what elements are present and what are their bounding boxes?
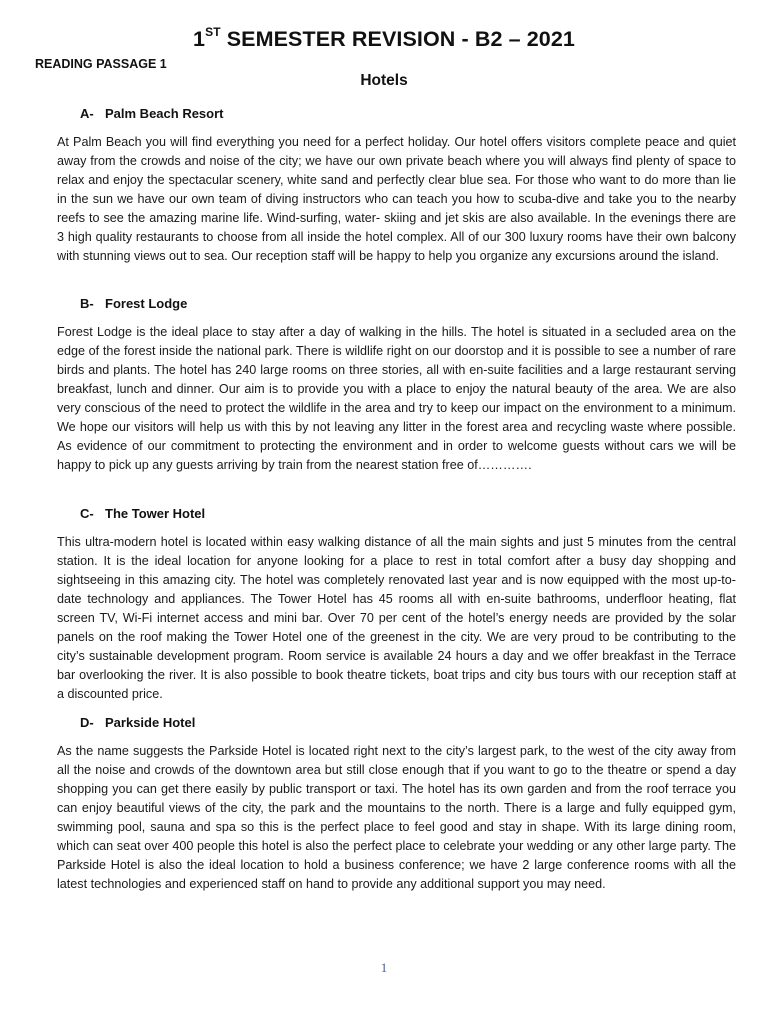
section-a-text: At Palm Beach you will find everything you need for a perfect holiday. Our hotel offers visitors complete peace and quiet away from the crowds and noise of the city; we have our own private beach where you will always find plenty of space to relax and enjoy the spectacular scenery, white sand and perfectly clear blue sea. For those who want to do more than lie in the sun we have our own team of diving instructors who can teach you how to scuba-dive and take you to the nearby reefs to see the amazing marine life. Wind-surfing, water- skiing and jet skis are also available. In the evenings there are 3 high quality restaurants to choose from all inside the hotel complex. All of our 300 luxury rooms have their own balcony with stunning views out to sea. Our reception staff will be happy to help you organize any excursions around the island. [57, 135, 736, 263]
section-d-heading [80, 715, 195, 730]
section-b-name: Forest Lodge [105, 296, 188, 311]
title-prefix: 1 [193, 27, 206, 51]
page-title [0, 24, 768, 52]
section-b-letter: B- [80, 296, 94, 311]
section-a-name: Palm Beach Resort [105, 106, 224, 121]
section-d-letter: D- [80, 715, 94, 730]
section-a-letter: A- [80, 106, 94, 121]
section-c-heading [80, 506, 205, 521]
section-b-heading [80, 296, 187, 311]
title-superscript: ST [205, 24, 221, 39]
section-c-text: This ultra-modern hotel is located within easy walking distance of all the main sights and just 5 minutes from the central station. It is the ideal location for anyone looking for a place to rest in total comfort after a busy day shopping and sightseeing in this amazing city. The hotel was completely renovated last year and is now equipped with the most up-to-date technology and appliances. The Tower Hotel has 45 rooms all with en-suite bathrooms, underfloor heating, flat screen TV, Wi-Fi internet access and mini bar. Over 70 per cent of the hotel’s energy needs are provided by the solar panels on the roof making the Tower Hotel one of the greenest in the city. We are very proud to be contributing to the city’s sustainable development program. Room service is available 24 hours a day and we offer breakfast in the Terrace bar overlooking the river. It is also possible to book theatre tickets, boat trips and city bus tours with our reception staff at a discounted price. [57, 535, 736, 701]
section-a-heading [80, 106, 224, 121]
passage-label: READING PASSAGE 1 [35, 57, 167, 71]
section-c-letter: C- [80, 506, 94, 521]
section-b-text: Forest Lodge is the ideal place to stay after a day of walking in the hills. The hotel is situated in a secluded area on the edge of the forest inside the national park. There is wildlife right on our doorstop and it is possible to see a number of rare birds and plants. The hotel has 240 large rooms on three stories, all with en-suite facilities and a large restaurant serving breakfast, lunch and dinner. Our aim is to provide you with a place to enjoy the natural beauty of the area. We are also very conscious of the need to protect the wildlife in the area and try to keep our impact on the environment to a minimum. We hope our visitors will help us with this by not leaving any litter in the forest area and recycling waste where possible. As evidence of our commitment to protecting the environment and in order to welcome guests without cars we will be happy to pick up any guests arriving by train from the nearest station free of…………. [57, 325, 736, 472]
section-d-name: Parkside Hotel [105, 715, 196, 730]
passage-subtitle: Hotels [360, 72, 408, 89]
section-c-name: The Tower Hotel [105, 506, 206, 521]
title-rest: SEMESTER REVISION - B2 – 2021 [220, 27, 575, 51]
page-number: 1 [380, 960, 388, 975]
section-d-text: As the name suggests the Parkside Hotel is located right next to the city’s largest park, to the west of the city away from all the noise and crowds of the downtown area but still close enough that if you want to go to the theatre or spend a day shopping you can get there easily by public transport or taxi. The hotel has its own garden and from the roof terrace you can enjoy beautiful views of the city, the park and the mountains to the north. There is a large and fully equipped gym, swimming pool, sauna and spa so this is the perfect place to feel good and stay in shape. With its large dining room, which can seat over 400 people this hotel is also the perfect place to celebrate your wedding or any other large party. The Parkside Hotel is also the ideal location to hold a business conference; we have 2 large conference rooms with all the latest technologies and experienced staff on hand to provide any additional support you may need. [57, 744, 736, 891]
